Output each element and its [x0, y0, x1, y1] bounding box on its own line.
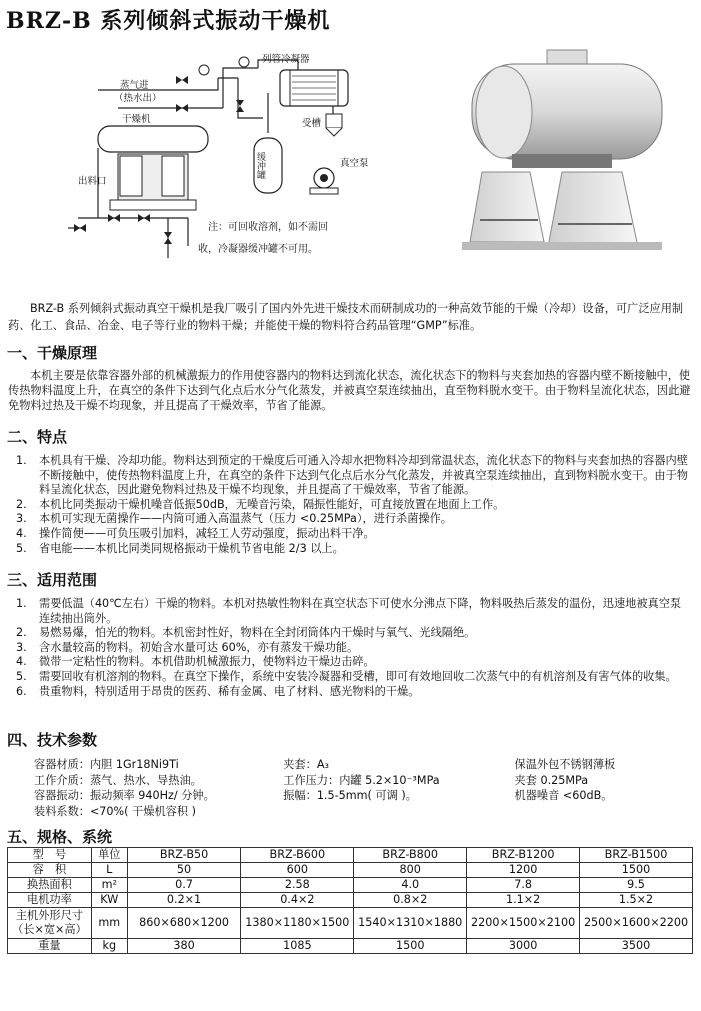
list-item: 2. 本机比同类振动干燥机噪音低振50dB，无噪音污染，隔振性能好，可直接放置在地面上工作。 — [16, 497, 505, 511]
section1-text: 本机主要是依靠容器外部的机械激振力的作用使容器内的物料达到流化状态，流化状态下的物料与夹套加热的容器内壁不断接触中，使传热物料温度上升，在真空的条件下达到气化点后水分气化蒸发，并被真空泵连续抽出，直至物料脱水变干。由于物料呈流化状态，因此避免物料过热及干燥不均现象，并且提高了干燥效率，节省了能源。 — [8, 369, 691, 412]
section3-heading: 三、适用范围 — [7, 571, 98, 589]
list-item: 3. 含水量较高的物料。初始含水量可达 60%，亦有蒸发干燥功能。 — [16, 640, 359, 654]
table-row: 重量 kg 380 1085 1500 3000 3500 — [8, 939, 693, 954]
table-row: 换热面积 m² 0.7 2.58 4.0 7.8 9.5 — [8, 878, 693, 893]
param-row: 容器振动：振动频率 940Hz/ 分钟。 振幅：1.5-5mm( 可调 )。 机器噪音 <60dB。 — [34, 789, 613, 802]
section3-list — [16, 597, 692, 699]
label-steam-in: 蒸气进 — [120, 80, 149, 91]
section2-heading: 二、特点 — [7, 428, 68, 446]
list-item: 1. 需要低温（40℃左右）干燥的物料。本机对热敏性物料在真空状态下可使水分沸点下降，物料吸热后蒸发的温份，迅速地被真空泵连续抽出筒外。 — [16, 597, 682, 625]
gauge-icon — [199, 57, 249, 75]
section5-heading: 五、规格、系统 — [7, 828, 113, 846]
condenser-icon — [280, 70, 348, 106]
list-item: 5. 省电能——本机比同类同规格振动干燥机节省电能 2/3 以上。 — [16, 541, 344, 555]
product-photo — [452, 42, 692, 267]
list-item: 4. 操作简便——可负压吸引加料，减轻工人劳动强度，振动出料干净。 — [16, 526, 375, 540]
label-water-out: （热水出） — [114, 93, 162, 104]
section4-heading: 四、技术参数 — [7, 731, 98, 749]
label-outlet: 出料口 — [78, 176, 107, 187]
label-vacuum-pump: 真空泵 — [340, 158, 369, 169]
diagram-note-line2: 收，冷凝器缓冲罐不可用。 — [198, 244, 318, 255]
tech-params — [34, 757, 694, 819]
intro-paragraph: BRZ-B 系列倾斜式振动真空干燥机是我厂吸引了国内外先进干燥技术而研制成功的一种高效节能的干燥（冷却）设备，可广泛应用制药、化工、食品、冶金、电子等行业的物料干燥；并能使干燥的物料符合药品管理“GMP”标准。 — [8, 302, 684, 332]
label-receiver: 受槽 — [302, 118, 322, 129]
section2-list — [16, 454, 692, 556]
table-row: 电机功率 KW 0.2×1 0.4×2 0.8×2 1.1×2 1.5×2 — [8, 893, 693, 908]
list-item: 1. 本机具有干燥、冷却功能。物料达到预定的干燥度后可通入冷却水把物料冷却到常温状态，流化状态下的物料与夹套加热的容器内壁不断接触中，使传热物料温度上升，在真空的条件下达到气化点后水分气化蒸发，并被真空泵连续抽出，直到物料脱水变干。由于物料呈流化状态，因此避免物料过热及干燥不均现象，并且提高了干燥效率，节省了能源。 — [16, 454, 688, 497]
param-row: 装料系数：<70%( 干燥机容积 ) — [34, 804, 196, 818]
param-row: 工作介质：蒸气、热水、导热油。 工作压力：内罐 5.2×10⁻³MPa 夹套 0.25MPa — [34, 773, 589, 787]
process-flow-diagram — [58, 48, 398, 273]
diagram-note-line1: 注：可回收溶剂，如不需回 — [208, 222, 328, 233]
section1-heading: 一、干燥原理 — [7, 344, 98, 362]
list-item: 2. 易燃易爆，怕光的物料。本机密封性好，物料在全封闭筒体内干燥时与氧气、光线隔绝。 — [16, 626, 476, 640]
vacuum-pump-icon — [310, 168, 338, 194]
label-buffer: 缓冲罐 — [255, 152, 265, 179]
label-dryer: 干燥机 — [122, 114, 151, 125]
list-item: 6. 贵重物料，特别适用于昂贵的医药、稀有金属、电了材料、感光物料的干燥。 — [16, 684, 420, 698]
table-row: 容 积 L 50 600 800 1200 1500 — [8, 863, 693, 878]
receiver-icon — [326, 114, 342, 136]
spec-table — [7, 847, 693, 954]
page-title: BRZ-B 系列倾斜式振动干燥机 — [6, 8, 331, 34]
label-condenser: 列管冷凝器 — [262, 54, 310, 65]
table-row: 主机外形尺寸 （长×宽×高） mm 860×680×1200 1380×1180×1500 1540×1310×1880 2200×1500×2100 2500×1600×2200 — [8, 908, 693, 939]
dryer-icon — [98, 126, 208, 210]
list-item: 5. 需要回收有机溶剂的物料。在真空下操作，系统中安装冷凝器和受槽，即可有效地回收二次蒸气中的有机溶剂及有害气体的收集。 — [16, 669, 677, 683]
list-item: 4. 微带一定粘性的物料。本机借助机械激振力，使物料边干燥边击碎。 — [16, 655, 375, 669]
param-row: 容器材质：内胆 1Gr18Ni9Ti 夹套：A₃ 保温外包不锈钢薄板 — [34, 758, 616, 771]
list-item: 3. 本机可实现无菌操作——内筒可通入高温蒸气（压力 <0.25MPa），进行杀菌操作。 — [16, 512, 452, 526]
table-header-row: 型 号 单位 BRZ-B50 BRZ-B600 BRZ-B800 BRZ-B1200 BRZ-B1500 — [8, 848, 693, 863]
